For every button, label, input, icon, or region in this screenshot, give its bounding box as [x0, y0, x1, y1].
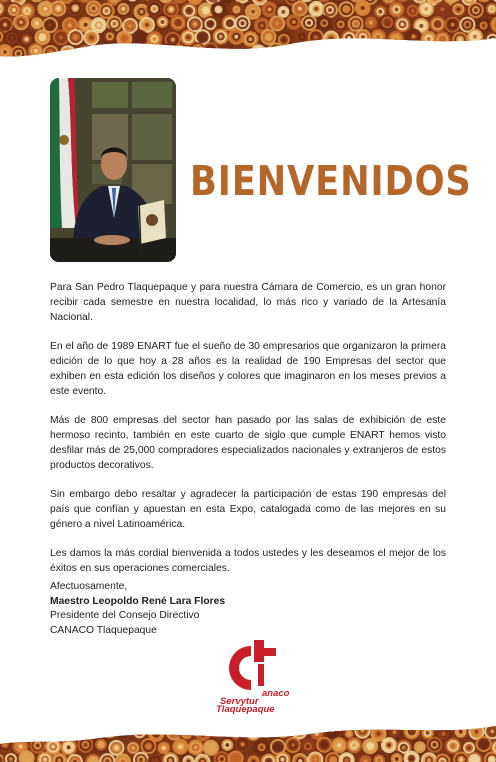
letter-body — [50, 280, 446, 590]
page-title: BIENVENIDOS — [190, 157, 472, 205]
letter-paragraph: En el año de 1989 ENART fue el sueño de 30 empresarios que organizaron la primera edición de lo que hoy a 28 años es la realidad de 190 Empresas del sector que exhiben en esta edición los diseños y colores que imaginaron en los meses previos a este evento. — [50, 341, 446, 397]
bottom-decorative-banner — [0, 722, 496, 762]
signature-block — [50, 580, 350, 638]
letter-paragraph: Para San Pedro Tlaquepaque y para nuestra Cámara de Comercio, es un gran honor recibir cada semestre en nuestra localidad, lo más rico y variado de la Artesanía Nacional. — [50, 282, 446, 323]
letter-paragraph: Les damos la más cordial bienvenida a todos ustedes y les deseamos el mejor de los éxitos en sus operaciones comerciales. — [50, 548, 446, 574]
signature-organization: CANACO Tlaquepaque — [50, 624, 157, 636]
portrait-photo — [50, 78, 176, 262]
logo-text-line: Tlaquepaque — [216, 704, 275, 715]
logo-text-line: Servytur — [220, 696, 259, 707]
signature-name: Maestro Leopoldo René Lara Flores — [50, 595, 226, 607]
signature-closing: Afectuosamente, — [50, 581, 128, 592]
logo-text-line: anaco — [262, 688, 290, 699]
signature-role: Presidente del Consejo Directivo — [50, 610, 200, 621]
top-decorative-banner — [0, 0, 496, 70]
letter-paragraph: Más de 800 empresas del sector han pasado por las salas de exhibición de este hermoso recinto, también en este cuarto de siglo que cumple ENART hemos visto desfilar más de 25,000 compradores especializados nacionales y extranjeros de estos productos decorativos. — [50, 415, 446, 471]
letter-paragraph: Sin embargo debo resaltar y agradecer la participación de estas 190 empresas del país que confían y apuestan en esta Expo, catalogada como de las mejores en su género a nivel Latinoamérica. — [50, 489, 446, 530]
